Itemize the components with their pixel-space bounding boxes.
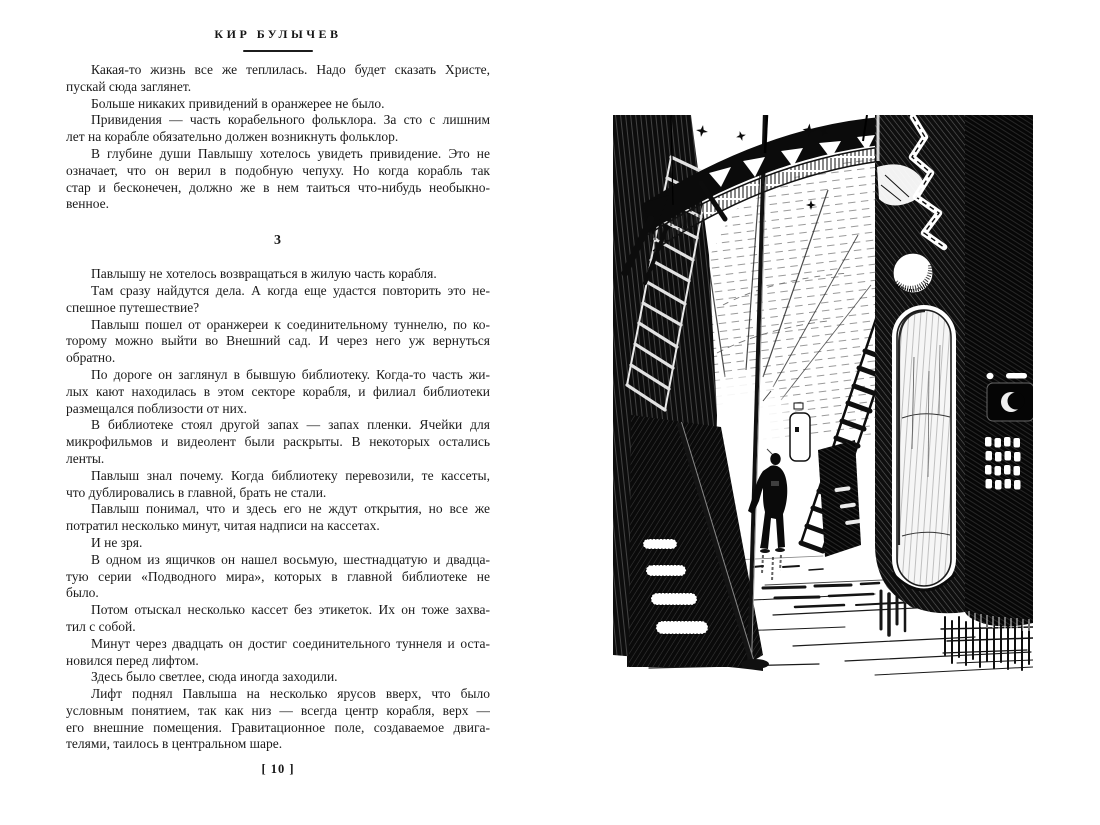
right-page <box>613 115 1033 677</box>
text-line: его внешние помещения. Гравитационное поле, создаваемое двига- <box>66 719 490 735</box>
text-line: спешное путешествие? <box>66 299 200 315</box>
elevator-hatch <box>892 305 956 591</box>
text-line: обратно. <box>66 350 116 366</box>
text-line: Павлышу не хотелось возвращаться в жилую часть корабля. <box>91 266 437 282</box>
text-line: лых кают находилась в этом секторе корабля, и филиал библиотеки <box>66 383 490 399</box>
text-column <box>66 62 490 753</box>
text-line: микрофильмов и видеолент были раскрыты. В некоторых остались <box>66 434 490 450</box>
text-line: Потом отыскал несколько кассет без этикеток. Их он тоже захва- <box>91 602 490 618</box>
text-line: ленты. <box>66 450 105 466</box>
text-line: Лифт поднял Павлыша на несколько ярусов вверх, что было <box>91 686 490 702</box>
text-line: стар и бесконечен, должно же в нем таиться что-нибудь необыкно- <box>66 179 490 195</box>
paragraph <box>66 62 490 96</box>
paragraph <box>66 686 490 753</box>
text-line: пускай сюда заглянет. <box>66 78 192 94</box>
section-number: 3 <box>274 233 282 249</box>
paragraph <box>66 112 490 146</box>
paragraph <box>66 283 490 317</box>
text-line: телями, таилось в центральном шаре. <box>66 736 283 752</box>
text-line: Какая-то жизнь все же теплилась. Надо будет сказать Христе, <box>91 62 490 77</box>
text-line: Там сразу найдутся дела. А когда еще удастся повторить это не- <box>91 282 490 298</box>
text-line: тил с собой. <box>66 618 136 634</box>
text-line: венное. <box>66 196 110 212</box>
text-line: Павлыш знал почему. Когда библиотеку перевозили, те кассеты, <box>91 467 490 483</box>
paragraph <box>66 501 490 535</box>
text-line: условным понятием, так как низ — всегда центр корабля, верх — <box>66 702 490 718</box>
paragraph <box>66 669 490 686</box>
text-line: Павлыш пошел от оранжереи к соединительному туннелю, по ко- <box>91 316 490 332</box>
text-line: лет на корабле обязательно должен возникнуть фольклор. <box>66 129 399 145</box>
control-panel <box>965 115 1033 631</box>
sphere-lamp <box>893 253 933 293</box>
illustration-spaceship-corridor <box>613 115 1033 677</box>
paragraph <box>66 602 490 636</box>
paragraph <box>66 266 490 283</box>
text-line: размещался поблизости от них. <box>66 400 247 416</box>
text-line: было. <box>66 585 99 601</box>
running-head-rule <box>243 50 313 52</box>
text-line: потратил несколько минут, читая надписи на кассетах. <box>66 518 380 534</box>
page-number: [ 10 ] <box>261 762 295 776</box>
text-line: В одном из ящичков он нашел восьмую, шестнадцатую и двадца- <box>91 551 490 567</box>
paragraph <box>66 146 490 213</box>
text-line: Привидения — часть корабельного фольклора. За сто с лишним <box>91 112 490 128</box>
text-line: тую серии «Подводного мира», которых в главной библиотеке не <box>66 568 490 584</box>
text-line: Здесь было светлее, сюда иногда заходили. <box>91 669 338 685</box>
text-line: новился перед лифтом. <box>66 652 199 668</box>
paragraph <box>66 535 490 552</box>
text-line: означает, что он верил в подобную чепуху. Но когда корабль так <box>66 162 490 178</box>
elevator-column <box>875 115 967 613</box>
text-line: В глубине души Павлышу хотелось увидеть привидение. Это не <box>91 145 490 161</box>
indicator-dash <box>1006 373 1027 379</box>
text-line: Минут через двадцать он достиг соединительного туннеля и оста- <box>91 635 490 651</box>
text-line: И не зря. <box>91 534 143 550</box>
paragraph <box>66 417 490 467</box>
text-line: Больше никаких привидений в оранжерее не было. <box>91 95 385 111</box>
vent-wall <box>818 440 861 557</box>
running-head: КИР БУЛЫЧЕВ <box>214 27 342 41</box>
text-line: что дублировались в главной, брать не стали. <box>66 484 327 500</box>
paragraph <box>66 317 490 367</box>
paragraph <box>66 367 490 417</box>
paragraph <box>66 468 490 502</box>
text-line: В библиотеке стоял другой запах — запах пленки. Ячейки для <box>91 417 490 433</box>
text-line: Павлыш понимал, что и здесь его не ждут открытия, но все же <box>91 501 490 517</box>
paragraph <box>66 636 490 670</box>
text-line: По дороге он заглянул в бывшую библиотеку. Когда-то часть жи- <box>91 366 490 382</box>
porthole-gauge <box>987 383 1033 421</box>
paragraph <box>66 96 490 113</box>
indicator-dot <box>987 373 994 379</box>
paragraph <box>66 552 490 602</box>
text-line: торому можно выйти во Внешний сад. И через него уж вернуться <box>66 333 490 349</box>
